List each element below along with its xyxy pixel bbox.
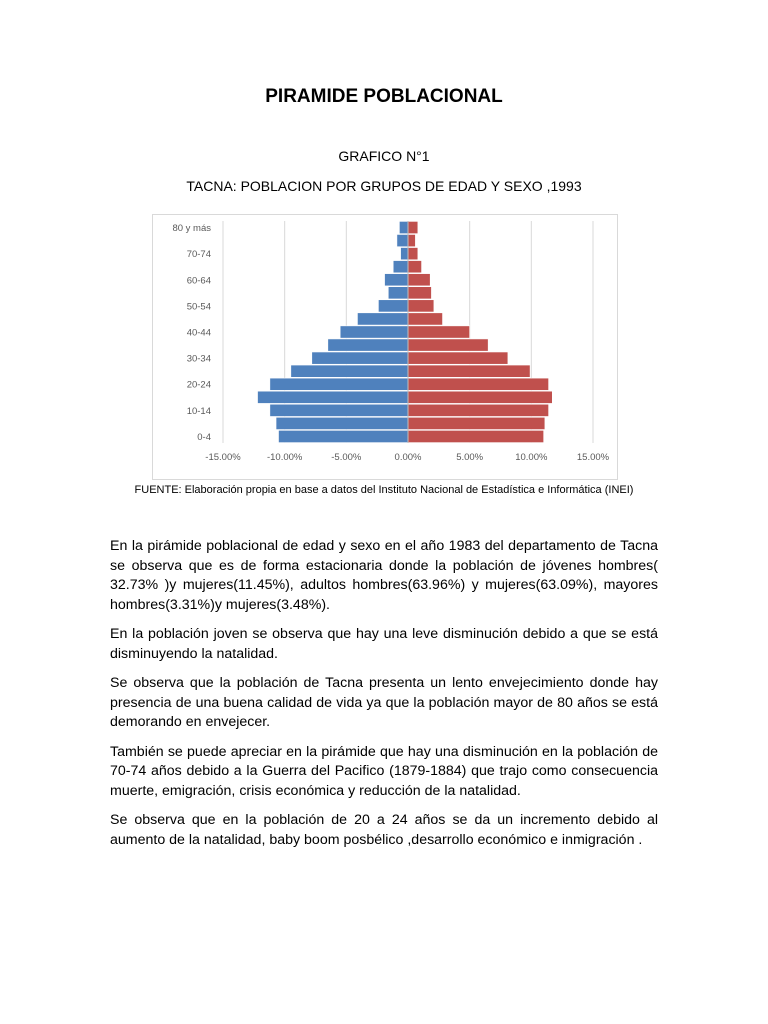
x-tick-label-5: 10.00% (515, 452, 548, 463)
x-tick-label-3: 0.00% (394, 452, 422, 463)
bar-right-0-4 (408, 430, 544, 442)
bar-right-25-29 (408, 365, 530, 377)
bar-left-15-19 (258, 391, 408, 403)
x-tick-label-2: -5.00% (331, 452, 362, 463)
bar-right-55-59 (408, 287, 431, 299)
y-tick-label-30-34: 30-34 (186, 353, 211, 365)
bar-left-30-34 (312, 352, 408, 364)
bar-left-35-39 (328, 339, 408, 351)
bar-right-45-49 (408, 313, 443, 325)
body-text (110, 537, 658, 860)
x-tick-label-0: -15.00% (205, 452, 241, 463)
y-tick-label-60-64: 60-64 (186, 275, 211, 287)
paragraph-5: Se observa que en la población de 20 a 24 años se da un incremento debido al aumento de la natalidad, baby boom posbélico ,desarrollo económico e inmigración . (110, 812, 658, 848)
bar-right-50-54 (408, 300, 434, 312)
bar-right-10-14 (408, 404, 549, 416)
paragraph-2: En la población joven se observa que hay una leve disminución debido a que se está disminuyendo la natalidad. (110, 626, 658, 662)
bar-left-40-44 (340, 326, 408, 338)
x-tick-label-1: -10.00% (266, 452, 303, 463)
bar-right-70-74 (408, 248, 418, 260)
figure-label: GRAFICO N°1 (338, 148, 430, 164)
bar-left-70-74 (401, 248, 408, 260)
figure-source: FUENTE: Elaboración propia en base a datos del Instituto Nacional de Estadística e Informática (INEI) (134, 484, 634, 496)
bar-right-65-69 (408, 261, 422, 273)
bar-right-30-34 (408, 352, 508, 364)
paragraph-4: También se puede apreciar en la pirámide que hay una disminución en la población de 70-74 años debido a la Guerra del Pacifico (1879-1884) que trajo como consecuencia muerte, emigración, crisis económica y reducción de la natalidad. (110, 743, 658, 799)
bar-left-10-14 (270, 404, 408, 416)
bar-right-15-19 (408, 391, 552, 403)
bar-right-60-64 (408, 274, 430, 286)
paragraph-1: En la pirámide poblacional de edad y sexo en el año 1983 del departamento de Tacna se observa que es de forma estacionaria donde la población de jóvenes hombres( 32.73% )y mujeres(11.45%), adultos hombres(63.96%) y mujeres(63.09%), mayores hombres(3.31%)y mujeres(3.48%). (110, 538, 658, 613)
bar-left-75-79 (397, 234, 408, 246)
x-tick-label-4: 5.00% (456, 452, 484, 463)
y-tick-label-40-44: 40-44 (186, 327, 211, 339)
population-pyramid-chart (152, 214, 618, 480)
paragraph-3: Se observa que la población de Tacna presenta un lento envejecimiento donde hay presencia de una buena calidad de vida ya que la población mayor de 80 años se está demorando en envejecer. (110, 675, 658, 730)
chart-svg (153, 215, 617, 479)
bar-left-20-24 (270, 378, 408, 390)
bar-left-5-9 (276, 417, 408, 429)
figure-title: TACNA: POBLACION POR GRUPOS DE EDAD Y SEXO ,1993 (186, 178, 582, 194)
y-tick-label-20-24: 20-24 (186, 379, 211, 391)
bar-left-60-64 (385, 274, 408, 286)
bar-left-45-49 (357, 313, 408, 325)
bar-left-65-69 (393, 261, 408, 273)
y-tick-label-50-54: 50-54 (186, 301, 211, 313)
bar-left-55-59 (388, 287, 408, 299)
bar-right-80-y-más (408, 221, 418, 233)
bar-right-20-24 (408, 378, 549, 390)
bar-left-0-4 (279, 430, 409, 442)
y-tick-label-0-4: 0-4 (197, 431, 211, 443)
y-tick-label-80-y-más: 80 y más (172, 223, 211, 235)
bar-right-35-39 (408, 339, 488, 351)
bar-right-5-9 (408, 417, 545, 429)
bar-right-75-79 (408, 234, 415, 246)
y-tick-label-70-74: 70-74 (186, 249, 211, 261)
bar-left-25-29 (291, 365, 408, 377)
x-tick-label-6: 15.00% (576, 452, 610, 463)
bar-left-80-y-más (399, 221, 408, 233)
bar-left-50-54 (378, 300, 408, 312)
document-title: PIRAMIDE POBLACIONAL (265, 86, 503, 107)
bar-right-40-44 (408, 326, 470, 338)
y-tick-label-10-14: 10-14 (186, 405, 211, 417)
